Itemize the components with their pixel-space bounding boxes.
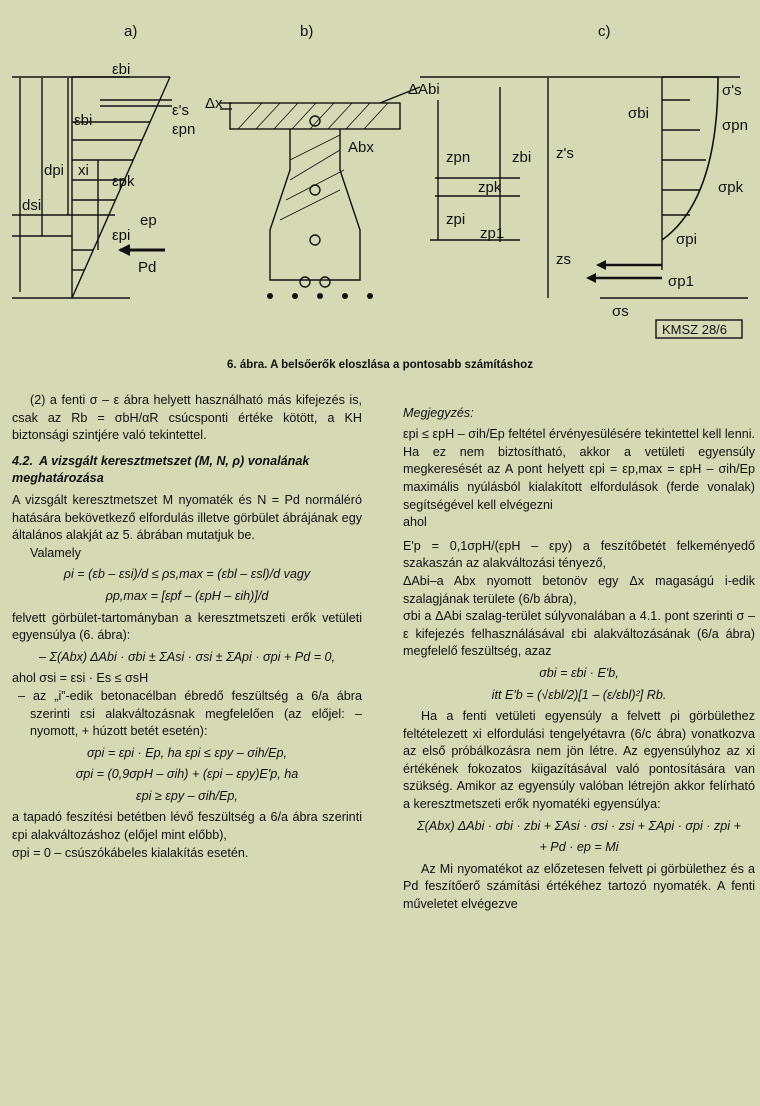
section-title: A vizsgált keresztmetszet (M, N, ρ) vonalának meghatározása: [12, 453, 310, 486]
left-column: [12, 392, 362, 862]
left-paragraph-1: (2) a fenti σ – ε ábra helyett használható más kifejezés is, csak az Rb = σbH/αR csúcsponti értéke kötött, a KH biztonsági szintjére való tekintettel.: [12, 393, 362, 443]
right-paragraph-2: E'p = 0,1σpH/(εpH – εpy) a feszítőbetét felkeményedő szakaszán az alakváltozási tényező,: [403, 538, 755, 571]
label-c: c): [598, 23, 611, 40]
right-paragraph-3: ΔAbi–a Abx nyomott betonöv egy Δx magaságú i-edik szalagjának területe (6/b ábra),: [403, 573, 755, 606]
label-a-bx: Abx: [348, 139, 374, 156]
right-paragraph-4: σbi a ΔAbi szalag-terület súlyvonalában a 4.1. pont szerinti σ – ε kifejezés felhasználásával εbi alakváltozásának (6/a ábra) megfelelő feszültség, azaz: [403, 609, 755, 659]
equation-curvature: ρi = (εb – εsi)/d ≤ ρs,max = (εbl – εsl)/d vagy: [63, 567, 311, 582]
figure: [0, 0, 760, 360]
right-ahol: ahol: [403, 515, 427, 530]
left-paragraph-3: felvett görbület-tartományban a keresztmetszeti erők vetületi egyensúlya (6. ábra):: [12, 610, 362, 643]
equation-sigma-bi: σbi = εbi · E'b,: [539, 665, 619, 680]
label-eps-pk: εpk: [112, 173, 135, 190]
label-sig-p1: σp1: [668, 273, 694, 290]
left-paragraph-4: a tapadó feszítési betétben lévő feszültség a 6/a ábra szerinti εpi alakváltozáshoz (előjel mint előbb),: [12, 810, 362, 843]
label-z-s1: z's: [556, 145, 574, 162]
label-delta-x: Δx: [205, 95, 223, 112]
label-sig-pi: σpi: [676, 231, 697, 248]
label-z-p1: zp1: [480, 225, 505, 242]
section-number: 4.2.: [12, 453, 34, 468]
valamely-text: Valamely: [30, 545, 81, 560]
right-column: [403, 392, 755, 914]
left-paragraph-5: σpi = 0 – csúszókábeles kialakítás esetén.: [12, 845, 249, 860]
label-z-bi: zbi: [512, 149, 532, 166]
label-eps-pn: εpn: [172, 121, 196, 138]
stamp: KMSZ 28/6: [662, 322, 728, 337]
equation-moment-1: Σ(Abx) ΔAbi · σbi · zbi + ΣAsi · σsi · zsi + ΣApi · σpi · zpi +: [417, 818, 741, 833]
label-eps-bi2: εbi: [74, 112, 93, 129]
label-eps-pi: εpi: [112, 227, 131, 244]
equation-rho-max: ρp,max = [εpf – (εpH – εih)]/d: [105, 588, 269, 603]
label-sig-s1: σ's: [722, 82, 742, 99]
equation-e-b: itt E'b = (√εbl/2)[1 – (ε/εbl)²] Rb.: [491, 687, 667, 702]
label-e-p: ep: [140, 212, 157, 229]
label-sig-s: σs: [612, 303, 629, 320]
label-z-s: zs: [556, 251, 571, 268]
label-eps-s: ε's: [172, 102, 190, 119]
equation-sigma-pi-2: σpi = (0,9σpH – σih) + (εpi – εpy)E'p, ha: [75, 767, 299, 782]
left-paragraph-2: A vizsgált keresztmetszet M nyomaték és N = Pd normáléró hatására bekövetkező elfordulás illetve görbület ábrájának egy általános alakját az 5. ábrában mutatjuk be.: [12, 492, 362, 543]
label-b: b): [300, 23, 314, 40]
label-z-pn: zpn: [446, 149, 471, 166]
label-delta-a-bi: ΔAbi: [408, 81, 440, 98]
label-z-pk: zpk: [478, 179, 502, 196]
label-sig-pn: σpn: [722, 117, 748, 134]
label-d-si: dsi: [22, 197, 42, 214]
ahol-text: ahol σsi = εsi · Es ≤ σsH: [12, 671, 149, 686]
label-z-pi: zpi: [446, 211, 466, 228]
right-paragraph-6: Az Mi nyomatékot az előzetesen felvett ρi görbülethez és a Pd feszítőerő számítási értékéhez tartozó nyomaték. A fenti műveletet elvégezve: [403, 861, 755, 912]
figure-caption: 6. ábra. A belsőerők eloszlása a pontosabb számításhoz: [227, 359, 533, 371]
label-a: a): [124, 23, 138, 40]
label-d-pi: dpi: [44, 162, 65, 179]
section-heading: [12, 453, 362, 488]
equation-equilibrium: – Σ(Abx) ΔAbi · σbi ± ΣAsi · σsi ± ΣApi · σpi + Pd = 0,: [38, 649, 336, 664]
label-x-i: xi: [78, 162, 89, 179]
right-paragraph-1: εpi ≤ εpH – σih/Ep feltétel érvényesülésére tekintettel kell lenni. Ha ez nem biztosítható, akkor a vetületi egyensúly megkeresését az A pont helyett εpi = εp,max = εpH – σih/Ep maximális nyúlásból kialakított elfordulások (ferde vonalak) segítségével kell elvégezni: [403, 427, 755, 512]
left-dash-item: – az „i”-edik betonacélban ébredő feszültség a 6/a ábra szerinti εsi alakváltozásnak megfelelően (az előjel: – nyomott, + húzott betét esetén):: [18, 688, 362, 739]
equation-moment-2: + Pd · ep = Mi: [539, 840, 619, 855]
label-sig-bi: σbi: [628, 105, 649, 122]
label-p-d: Pd: [138, 259, 157, 276]
figure-drawing: [0, 0, 760, 360]
equation-sigma-pi-1: σpi = εpi · Ep, ha εpi ≤ εpy – σih/Ep,: [86, 745, 288, 760]
label-eps-bi: εbi: [112, 61, 131, 78]
equation-sigma-pi-3: εpi ≥ εpy – σih/Ep,: [136, 788, 238, 803]
note-heading: Megjegyzés:: [403, 405, 474, 420]
label-sig-pk: σpk: [718, 179, 744, 196]
right-paragraph-5: Ha a fenti vetületi egyensúly a felvett ρi görbülethez feltételezett xi elfordulási tengelyétavra (6/c ábra) vonatkozva az első próbálkozásra nem jön létre. Az egyensúlyhoz az xi értékének fokozatos kiigazításával való pontosítására van szükség. Amikor az egyensúly valóban létrejön akkor felírható a keresztmetszeti erők nyomatéki egyensúlya:: [403, 709, 755, 812]
